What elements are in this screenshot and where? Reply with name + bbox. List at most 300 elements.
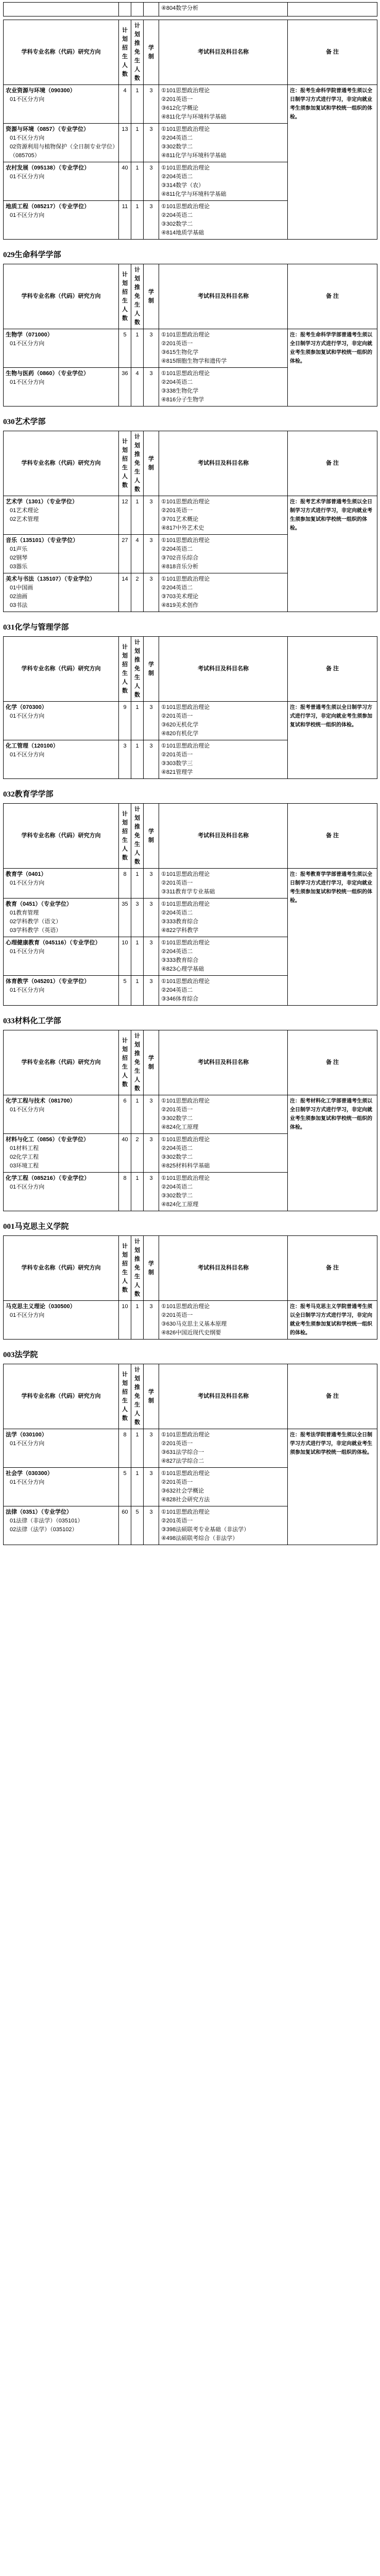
study-mode-value: 3: [144, 1301, 159, 1340]
plan-enroll-value: 36: [119, 368, 131, 406]
exam-subject-line: ③346体育综合: [161, 996, 199, 1002]
exam-subject-line: ④818音乐分析: [161, 564, 199, 570]
plan-exempt-value: 1: [131, 976, 144, 1006]
header-study-mode: 学制: [144, 431, 159, 496]
exam-subjects-cell: [159, 1506, 288, 1545]
table-row: [4, 702, 377, 740]
study-mode-value: 3: [144, 976, 159, 1006]
major-cell: [4, 1301, 119, 1340]
header-plan-exempt: 计划推免生人数: [131, 1364, 144, 1429]
research-direction: 01不区分方向: [10, 987, 45, 993]
major-cell: [4, 162, 119, 201]
plan-enroll-value: 12: [119, 496, 131, 535]
exam-subject-line: ②201英语一: [161, 96, 193, 103]
exam-subject-line: ②204英语二: [161, 1184, 193, 1190]
plan-exempt-value: 1: [131, 1468, 144, 1506]
header-major: 学科专业名称（代码）研究方向: [4, 1364, 119, 1429]
header-row: [4, 1364, 377, 1429]
research-direction: 01不区分方向: [10, 1440, 45, 1447]
exam-subject-line: ②204英语二: [161, 546, 193, 552]
plan-exempt-value: 4: [131, 368, 144, 406]
major-cell: [4, 1173, 119, 1211]
exam-subject-line: ③630马克思主义基本原理: [161, 1321, 227, 1327]
research-direction: 01不区分方向: [10, 1184, 45, 1190]
exam-subject-line: ④815细胞生物学和遗传学: [161, 358, 227, 364]
department-table: [3, 636, 377, 779]
major-name: 心理健康教育（045116）（专业学位）: [6, 940, 101, 946]
exam-subject-line: ③314数学（农）: [161, 182, 204, 189]
exam-subject-line: ②204英语二: [161, 987, 193, 993]
header-study-mode: 学制: [144, 1236, 159, 1301]
major-cell: [4, 329, 119, 368]
major-name: 化学（070300）: [6, 704, 47, 710]
header-plan-enroll: 计划招生人数: [119, 804, 131, 869]
plan-enroll-value: 6: [119, 1095, 131, 1134]
plan-exempt-value: 1: [131, 496, 144, 535]
exam-subjects-cell: [159, 937, 288, 976]
study-mode-value: 3: [144, 124, 159, 162]
exam-subject-line: ④822学科教学: [161, 927, 199, 934]
research-direction: 02法律（法学）（035102）: [10, 1527, 78, 1533]
section-title: 029生命科学学部: [3, 251, 61, 259]
exam-subject-line: ②201英语一: [161, 880, 193, 886]
header-major: 学科专业名称（代码）研究方向: [4, 431, 119, 496]
major-name: 生物学（071000）: [6, 332, 53, 338]
exam-subjects-cell: [159, 201, 288, 240]
research-direction: 02油画: [10, 594, 28, 600]
header-row: [4, 20, 377, 85]
exam-subject-line: ②201英语一: [161, 752, 193, 758]
remarks-note: 注：报考法学院普通考生须以全日制学习方式进行学习，非定向就业考生须参加复试和学校统一组织的体检。: [288, 1429, 377, 1545]
plan-exempt-value: 1: [131, 1301, 144, 1340]
major-cell: [4, 124, 119, 162]
major-name: 法学（030100）: [6, 1432, 47, 1438]
header-major: 学科专业名称（代码）研究方向: [4, 1236, 119, 1301]
major-name: 体育教学（045201）（专业学位）: [6, 978, 90, 985]
major-cell: [4, 899, 119, 937]
research-direction: 01教育管理: [10, 910, 39, 916]
department-table: [3, 431, 377, 612]
plan-exempt-value: 1: [131, 937, 144, 976]
header-exam-subjects: 考试科目及科目名称: [159, 637, 288, 702]
study-mode-value: 3: [144, 1429, 159, 1468]
study-mode-value: 3: [144, 1173, 159, 1211]
exam-subject-line: ④811化学与环境科学基础: [161, 191, 227, 197]
study-mode-value: 3: [144, 1468, 159, 1506]
study-mode-value: 3: [144, 329, 159, 368]
exam-subjects-cell: [159, 740, 288, 779]
exam-subject-line: ①101思想政治理论: [161, 1509, 210, 1515]
research-direction: 01不区分方向: [10, 752, 45, 758]
exam-subject-line: ②201英语一: [161, 1312, 193, 1318]
exam-subject-line: ③703美术理论: [161, 594, 199, 600]
exam-subject-line: ④814地质学基础: [161, 230, 204, 236]
exam-subject-line: ③338生物化学: [161, 388, 199, 394]
department-table: [3, 264, 377, 406]
plan-enroll-value: 14: [119, 573, 131, 612]
exam-subjects-cell: [159, 1429, 288, 1468]
header-row: [4, 264, 377, 329]
exam-subject-line: ③632社会学概论: [161, 1488, 204, 1494]
exam-subject-line: ①101思想政治理论: [161, 1303, 210, 1310]
plan-exempt-value: 5: [131, 1506, 144, 1545]
research-direction: 01不区分方向: [10, 1312, 45, 1318]
exam-subjects-cell: [159, 496, 288, 535]
exam-subjects-cell: [159, 1301, 288, 1340]
department-table: [3, 20, 377, 240]
plan-exempt-value: 1: [131, 1429, 144, 1468]
plan-exempt-value: 1: [131, 740, 144, 779]
plan-exempt-value: 1: [131, 85, 144, 124]
exam-subject-line: ②201英语一: [161, 507, 193, 514]
header-plan-exempt: 计划推免生人数: [131, 264, 144, 329]
header-plan-exempt: 计划推免生人数: [131, 637, 144, 702]
header-plan-enroll: 计划招生人数: [119, 1364, 131, 1429]
exam-subject-line: ④828社会研究方法: [161, 1497, 210, 1503]
header-major: 学科专业名称（代码）研究方向: [4, 637, 119, 702]
exam-subject-line: ③631法学综合一: [161, 1449, 204, 1455]
header-remarks: 备 注: [288, 1236, 377, 1301]
major-name: 音乐（135101）（专业学位）: [6, 537, 79, 544]
study-mode-value: 3: [144, 201, 159, 240]
exam-subject-line: ①101思想政治理论: [161, 1470, 210, 1477]
plan-enroll-value: 60: [119, 1506, 131, 1545]
major-cell: [4, 85, 119, 124]
exam-subjects-cell: [159, 329, 288, 368]
exam-subject-line: ③311教育学专业基础: [161, 889, 215, 895]
section-title: 003法学院: [3, 1351, 38, 1359]
header-major: 学科专业名称（代码）研究方向: [4, 1030, 119, 1095]
department-table: [3, 803, 377, 1006]
research-direction: 01法律（非法学）（035101）: [10, 1518, 83, 1524]
department-table: [3, 1030, 377, 1211]
research-direction: 01中国画: [10, 585, 33, 591]
header-remarks: 备 注: [288, 637, 377, 702]
study-mode-value: 3: [144, 1134, 159, 1173]
exam-subjects-cell: [159, 573, 288, 612]
remarks-note: 注：报考艺术学部普通考生须以全日制学习方式进行学习，非定向就业考生须参加复试和学校统一组织的体检。: [288, 496, 377, 612]
exam-subject-line: ④819美术创作: [161, 602, 199, 608]
exam-subject-line: ①101思想政治理论: [161, 88, 210, 94]
research-direction: 03书法: [10, 602, 28, 608]
exam-subject-line: ②201英语一: [161, 1479, 193, 1485]
exam-subjects-cell: [159, 702, 288, 740]
major-cell: [4, 573, 119, 612]
exam-subject-line: ④811化学与环境科学基础: [161, 152, 227, 159]
plan-enroll-value: 8: [119, 869, 131, 899]
header-major: 学科专业名称（代码）研究方向: [4, 20, 119, 85]
exam-subject-line: ④498法硕联考综合（非法学）: [161, 1535, 238, 1541]
header-study-mode: 学制: [144, 1030, 159, 1095]
research-direction: 01不区分方向: [10, 379, 45, 385]
header-exam-subjects: 考试科目及科目名称: [159, 20, 288, 85]
research-direction: 02艺术管理: [10, 516, 39, 522]
research-direction: 01不区分方向: [10, 1107, 45, 1113]
header-plan-exempt: 计划推免生人数: [131, 1236, 144, 1301]
major-name: 化学工程与技术（081700）: [6, 1098, 76, 1104]
table-row: [4, 869, 377, 899]
exam-subject-line: ①101思想政治理论: [161, 165, 210, 171]
research-direction: 02钢琴: [10, 555, 28, 561]
major-cell: [4, 368, 119, 406]
remarks-note: 注：报考生命科学院普通考生须以全日制学习方式进行学习，非定向就业考生须参加复试和学校统一组织的体检。: [288, 85, 377, 240]
exam-subject-line: ③302数学二: [161, 1193, 193, 1199]
header-plan-enroll: 计划招生人数: [119, 637, 131, 702]
exam-subject-line: ②201英语一: [161, 341, 193, 347]
plan-exempt-value: 2: [131, 1134, 144, 1173]
plan-exempt-value: 1: [131, 162, 144, 201]
plan-enroll-value: 11: [119, 201, 131, 240]
major-name: 美术与书法（135107）（专业学位）: [6, 576, 96, 582]
exam-subject-line: ③612化学概论: [161, 105, 199, 111]
major-cell: [4, 1095, 119, 1134]
exam-subjects-cell: [159, 1173, 288, 1211]
header-exam-subjects: 考试科目及科目名称: [159, 264, 288, 329]
header-exam-subjects: 考试科目及科目名称: [159, 1236, 288, 1301]
section-title: 032教育学学部: [3, 790, 54, 799]
exam-subjects-cell: [159, 1468, 288, 1506]
section-title: 030艺术学部: [3, 418, 46, 426]
plan-enroll-value: 40: [119, 162, 131, 201]
research-direction: 03学科教学（英语）: [10, 927, 62, 934]
exam-subject-line: ④804数学分析: [159, 3, 288, 16]
remarks-note: 注：报考生命科学学部普通考生须以全日制学习方式进行学习，非定向就业考生须参加复试和学校统一组织的体检。: [288, 329, 377, 406]
study-mode-value: 3: [144, 573, 159, 612]
major-cell: [4, 937, 119, 976]
research-direction: 01不区分方向: [10, 135, 45, 141]
research-direction: 01不区分方向: [10, 713, 45, 719]
plan-enroll-value: 3: [119, 740, 131, 779]
research-direction: 01不区分方向: [10, 96, 45, 103]
exam-subject-line: ④824化工原理: [161, 1201, 199, 1208]
exam-subject-line: ③398法硕联考专业基础（非法学）: [161, 1527, 250, 1533]
major-cell: [4, 702, 119, 740]
plan-exempt-value: 1: [131, 1173, 144, 1211]
research-direction: 01不区分方向: [10, 212, 45, 218]
major-name: 法律（0351）（专业学位）: [6, 1509, 72, 1515]
major-cell: [4, 1506, 119, 1545]
header-plan-exempt: 计划推免生人数: [131, 20, 144, 85]
research-direction: 02资源利用与植物保护（全日制专业学位）（085705）: [10, 144, 115, 159]
research-direction: 03器乐: [10, 564, 28, 570]
exam-subject-line: ④820有机化学: [161, 731, 199, 737]
plan-enroll-value: 10: [119, 1301, 131, 1340]
exam-subject-line: ④811化学与环境科学基础: [161, 114, 227, 120]
exam-subject-line: ①101思想政治理论: [161, 901, 210, 907]
exam-subjects-cell: [159, 162, 288, 201]
exam-subject-line: ①101思想政治理论: [161, 332, 210, 338]
exam-subject-line: ②204英语二: [161, 379, 193, 385]
exam-subject-line: ③701艺术概论: [161, 516, 199, 522]
header-remarks: 备 注: [288, 20, 377, 85]
exam-subject-line: ③615生物化学: [161, 349, 199, 355]
exam-subject-line: ①101思想政治理论: [161, 871, 210, 877]
remarks-note: 注：报考马克思主义学院普通考生须以全日制学习方式进行学习，非定向就业考生须参加复试和学校统一组织的体检。: [288, 1301, 377, 1340]
top-fragment-table: [3, 2, 377, 16]
exam-subject-line: ①101思想政治理论: [161, 499, 210, 505]
exam-subject-line: ②204英语二: [161, 585, 193, 591]
exam-subject-line: ②204英语二: [161, 1145, 193, 1151]
remarks-note: 注：报考普通考生须以全日制学习方式进行学习，非定向就业考生须参加复试和学校统一组织的体检。: [288, 702, 377, 779]
plan-exempt-value: 2: [131, 573, 144, 612]
exam-subjects-cell: [159, 869, 288, 899]
exam-subject-line: ①101思想政治理论: [161, 1098, 210, 1104]
exam-subjects-cell: [159, 1134, 288, 1173]
plan-enroll-value: 13: [119, 124, 131, 162]
header-study-mode: 学制: [144, 264, 159, 329]
header-plan-enroll: 计划招生人数: [119, 1236, 131, 1301]
exam-subject-line: ④816分子生物学: [161, 397, 204, 403]
exam-subject-line: ①101思想政治理论: [161, 204, 210, 210]
exam-subject-line: ①101思想政治理论: [161, 704, 210, 710]
header-remarks: 备 注: [288, 1364, 377, 1429]
plan-enroll-value: 27: [119, 535, 131, 573]
header-plan-enroll: 计划招生人数: [119, 264, 131, 329]
plan-exempt-value: 3: [131, 899, 144, 937]
study-mode-value: 3: [144, 702, 159, 740]
exam-subject-line: ①101思想政治理论: [161, 1137, 210, 1143]
header-row: [4, 1030, 377, 1095]
table-row: [4, 496, 377, 535]
table-row: [4, 1095, 377, 1134]
major-cell: [4, 1429, 119, 1468]
exam-subjects-cell: [159, 535, 288, 573]
research-direction: 01不区分方向: [10, 341, 45, 347]
plan-exempt-value: 1: [131, 329, 144, 368]
header-remarks: 备 注: [288, 431, 377, 496]
exam-subject-line: ②204英语二: [161, 910, 193, 916]
major-cell: [4, 1134, 119, 1173]
exam-subject-line: ③302数学二: [161, 144, 193, 150]
plan-enroll-value: 5: [119, 329, 131, 368]
exam-subject-line: ①101思想政治理论: [161, 1432, 210, 1438]
exam-subject-line: ②201英语一: [161, 1107, 193, 1113]
plan-enroll-value: 5: [119, 976, 131, 1006]
header-remarks: 备 注: [288, 804, 377, 869]
exam-subject-line: ①101思想政治理论: [161, 537, 210, 544]
study-mode-value: 3: [144, 740, 159, 779]
exam-subject-line: ③302数学二: [161, 221, 193, 227]
exam-subject-line: ①101思想政治理论: [161, 1175, 210, 1181]
exam-subjects-cell: [159, 1095, 288, 1134]
exam-subject-line: ③302数学二: [161, 1154, 193, 1160]
plan-exempt-value: 1: [131, 702, 144, 740]
research-direction: 02学科教学（语文）: [10, 919, 62, 925]
study-mode-value: 3: [144, 937, 159, 976]
exam-subject-line: ④825材料科学基础: [161, 1163, 210, 1169]
major-name: 艺术学（1301）（专业学位）: [6, 499, 78, 505]
exam-subjects-cell: [159, 368, 288, 406]
exam-subject-line: ①101思想政治理论: [161, 940, 210, 946]
header-plan-exempt: 计划推免生人数: [131, 1030, 144, 1095]
exam-subjects-cell: [159, 124, 288, 162]
header-major: 学科专业名称（代码）研究方向: [4, 804, 119, 869]
header-exam-subjects: 考试科目及科目名称: [159, 1030, 288, 1095]
header-study-mode: 学制: [144, 20, 159, 85]
exam-subject-line: ①101思想政治理论: [161, 978, 210, 985]
header-study-mode: 学制: [144, 637, 159, 702]
research-direction: 01艺术理论: [10, 507, 39, 514]
header-study-mode: 学制: [144, 1364, 159, 1429]
header-plan-enroll: 计划招生人数: [119, 431, 131, 496]
remarks-note: 注：报考材料化工学部普通考生须以全日制学习方式进行学习，非定向就业考生须参加复试和学校统一组织的体检。: [288, 1095, 377, 1211]
table-row: [4, 1301, 377, 1340]
research-direction: 02化学工程: [10, 1154, 39, 1160]
exam-subject-line: ④817中外艺术史: [161, 525, 204, 531]
major-name: 农业资源与环境（090300）: [6, 88, 76, 94]
exam-subject-line: ②201英语一: [161, 1518, 193, 1524]
department-table: [3, 1364, 377, 1545]
major-name: 资源与环境（0857）（专业学位）: [6, 126, 89, 132]
study-mode-value: 3: [144, 368, 159, 406]
plan-enroll-value: 8: [119, 1173, 131, 1211]
header-row: [4, 431, 377, 496]
exam-subject-line: ③303数学三: [161, 760, 193, 767]
table-row: [4, 1429, 377, 1468]
plan-enroll-value: 4: [119, 85, 131, 124]
research-direction: 01不区分方向: [10, 1479, 45, 1485]
exam-subjects-cell: [159, 85, 288, 124]
major-cell: [4, 1468, 119, 1506]
study-mode-value: 3: [144, 869, 159, 899]
section-title: 033材料化工学部: [3, 1017, 61, 1025]
study-mode-value: 3: [144, 1506, 159, 1545]
major-name: 生物与医药（0860）（专业学位）: [6, 370, 89, 377]
remarks-note: 注：报考教育学学部普通考生须以全日制学习方式进行学习，非定向就业考生须参加复试和学校统一组织的体检。: [288, 869, 377, 1006]
study-mode-value: 3: [144, 899, 159, 937]
header-plan-exempt: 计划推免生人数: [131, 431, 144, 496]
study-mode-value: 3: [144, 535, 159, 573]
header-row: [4, 804, 377, 869]
exam-subject-line: ②204英语二: [161, 135, 193, 141]
major-cell: [4, 976, 119, 1006]
header-row: [4, 637, 377, 702]
header-major: 学科专业名称（代码）研究方向: [4, 264, 119, 329]
plan-exempt-value: 1: [131, 201, 144, 240]
research-direction: 01声乐: [10, 546, 28, 552]
table-row: [4, 85, 377, 124]
exam-subject-line: ③333教育综合: [161, 919, 199, 925]
exam-subject-line: ③333教育综合: [161, 957, 199, 963]
major-cell: [4, 535, 119, 573]
plan-exempt-value: 1: [131, 869, 144, 899]
exam-subject-line: ④824化工原理: [161, 1124, 199, 1130]
header-exam-subjects: 考试科目及科目名称: [159, 1364, 288, 1429]
major-cell: [4, 496, 119, 535]
exam-subject-line: ③302数学二: [161, 1115, 193, 1122]
research-direction: 01不区分方向: [10, 880, 45, 886]
major-name: 教育学（0401）: [6, 871, 47, 877]
exam-subjects-cell: [159, 976, 288, 1006]
research-direction: 01不区分方向: [10, 174, 45, 180]
exam-subject-line: ④827法学综合二: [161, 1458, 204, 1464]
major-name: 马克思主义理论（030500）: [6, 1303, 76, 1310]
research-direction: 01材料工程: [10, 1145, 39, 1151]
major-cell: [4, 740, 119, 779]
header-exam-subjects: 考试科目及科目名称: [159, 804, 288, 869]
plan-enroll-value: 40: [119, 1134, 131, 1173]
header-exam-subjects: 考试科目及科目名称: [159, 431, 288, 496]
major-name: 地质工程（085217）（专业学位）: [6, 204, 90, 210]
plan-exempt-value: 1: [131, 1095, 144, 1134]
exam-subject-line: ①101思想政治理论: [161, 370, 210, 377]
research-direction: 03环境工程: [10, 1163, 39, 1169]
major-name: 社会学（030300）: [6, 1470, 53, 1477]
header-study-mode: 学制: [144, 804, 159, 869]
header-plan-enroll: 计划招生人数: [119, 1030, 131, 1095]
plan-enroll-value: 5: [119, 1468, 131, 1506]
exam-subject-line: ②204英语二: [161, 174, 193, 180]
